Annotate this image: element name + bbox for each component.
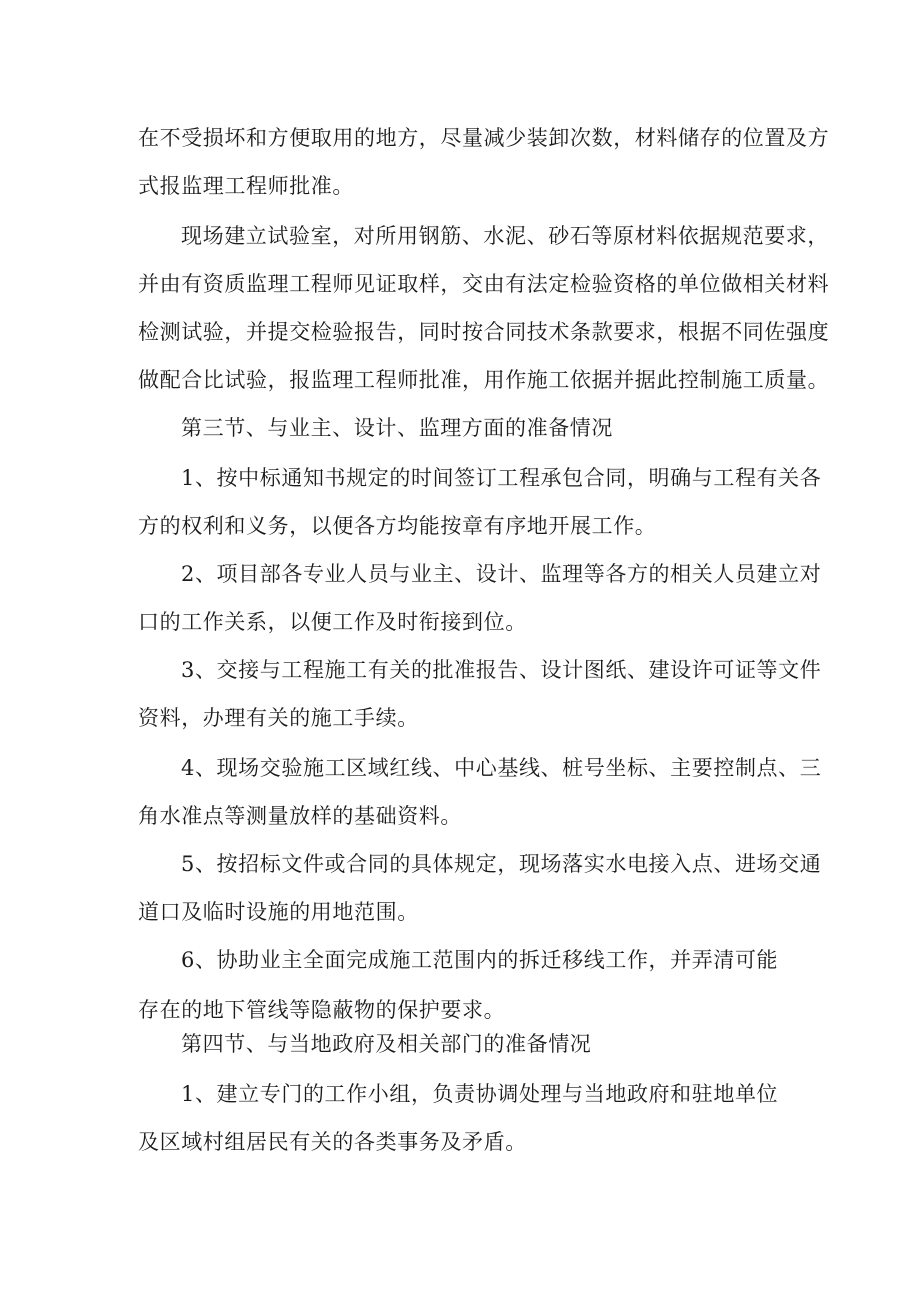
- list-item-line: 5、按招标文件或合同的具体规定，现场落实水电接入点、进场交通: [181, 852, 822, 876]
- paragraph-line: 现场建立试验室，对所用钢筋、水泥、砂石等原材料依据规范要求，: [181, 224, 829, 248]
- section-heading-3: 第三节、与业主、设计、监理方面的准备情况: [181, 416, 613, 440]
- paragraph-line: 在不受损坏和方便取用的地方，尽量减少装卸次数，材料储存的位置及方: [138, 126, 830, 150]
- list-item-line: 角水准点等测量放样的基础资料。: [138, 804, 462, 828]
- list-item-line: 及区域村组居民有关的各类事务及矛盾。: [138, 1130, 527, 1154]
- list-item-line: 6、协助业主全面完成施工范围内的拆迁移线工作，并弄清可能: [181, 948, 779, 972]
- list-item-line: 道口及临时设施的用地范围。: [138, 900, 419, 924]
- list-item-line: 1、建立专门的工作小组，负责协调处理与当地政府和驻地单位: [181, 1082, 779, 1106]
- paragraph-line: 检测试验，并提交检验报告，同时按合同技术条款要求，根据不同佐强度: [138, 320, 830, 344]
- paragraph-line: 做配合比试验，报监理工程师批准，用作施工依据并据此控制施工质量。: [138, 368, 830, 392]
- paragraph-line: 并由有资质监理工程师见证取样，交由有法定检验资格的单位做相关材料: [138, 272, 830, 296]
- list-item-line: 方的权利和义务，以便各方均能按章有序地开展工作。: [138, 514, 657, 538]
- list-item-line: 口的工作关系，以便工作及时衔接到位。: [138, 610, 527, 634]
- list-item-line: 1、按中标通知书规定的时间签订工程承包合同，明确与工程有关各: [181, 466, 822, 490]
- list-item-line: 存在的地下管线等隐蔽物的保护要求。: [138, 998, 506, 1022]
- paragraph-line: 式报监理工程师批准。: [138, 174, 354, 198]
- section-heading-4: 第四节、与当地政府及相关部门的准备情况: [181, 1032, 592, 1056]
- list-item-line: 3、交接与工程施工有关的批准报告、设计图纸、建设许可证等文件: [181, 658, 822, 682]
- list-item-line: 资料，办理有关的施工手续。: [138, 706, 419, 730]
- list-item-line: 4、现场交验施工区域红线、中心基线、桩号坐标、主要控制点、三: [181, 756, 822, 780]
- list-item-line: 2、项目部各专业人员与业主、设计、监理等各方的相关人员建立对: [181, 562, 822, 586]
